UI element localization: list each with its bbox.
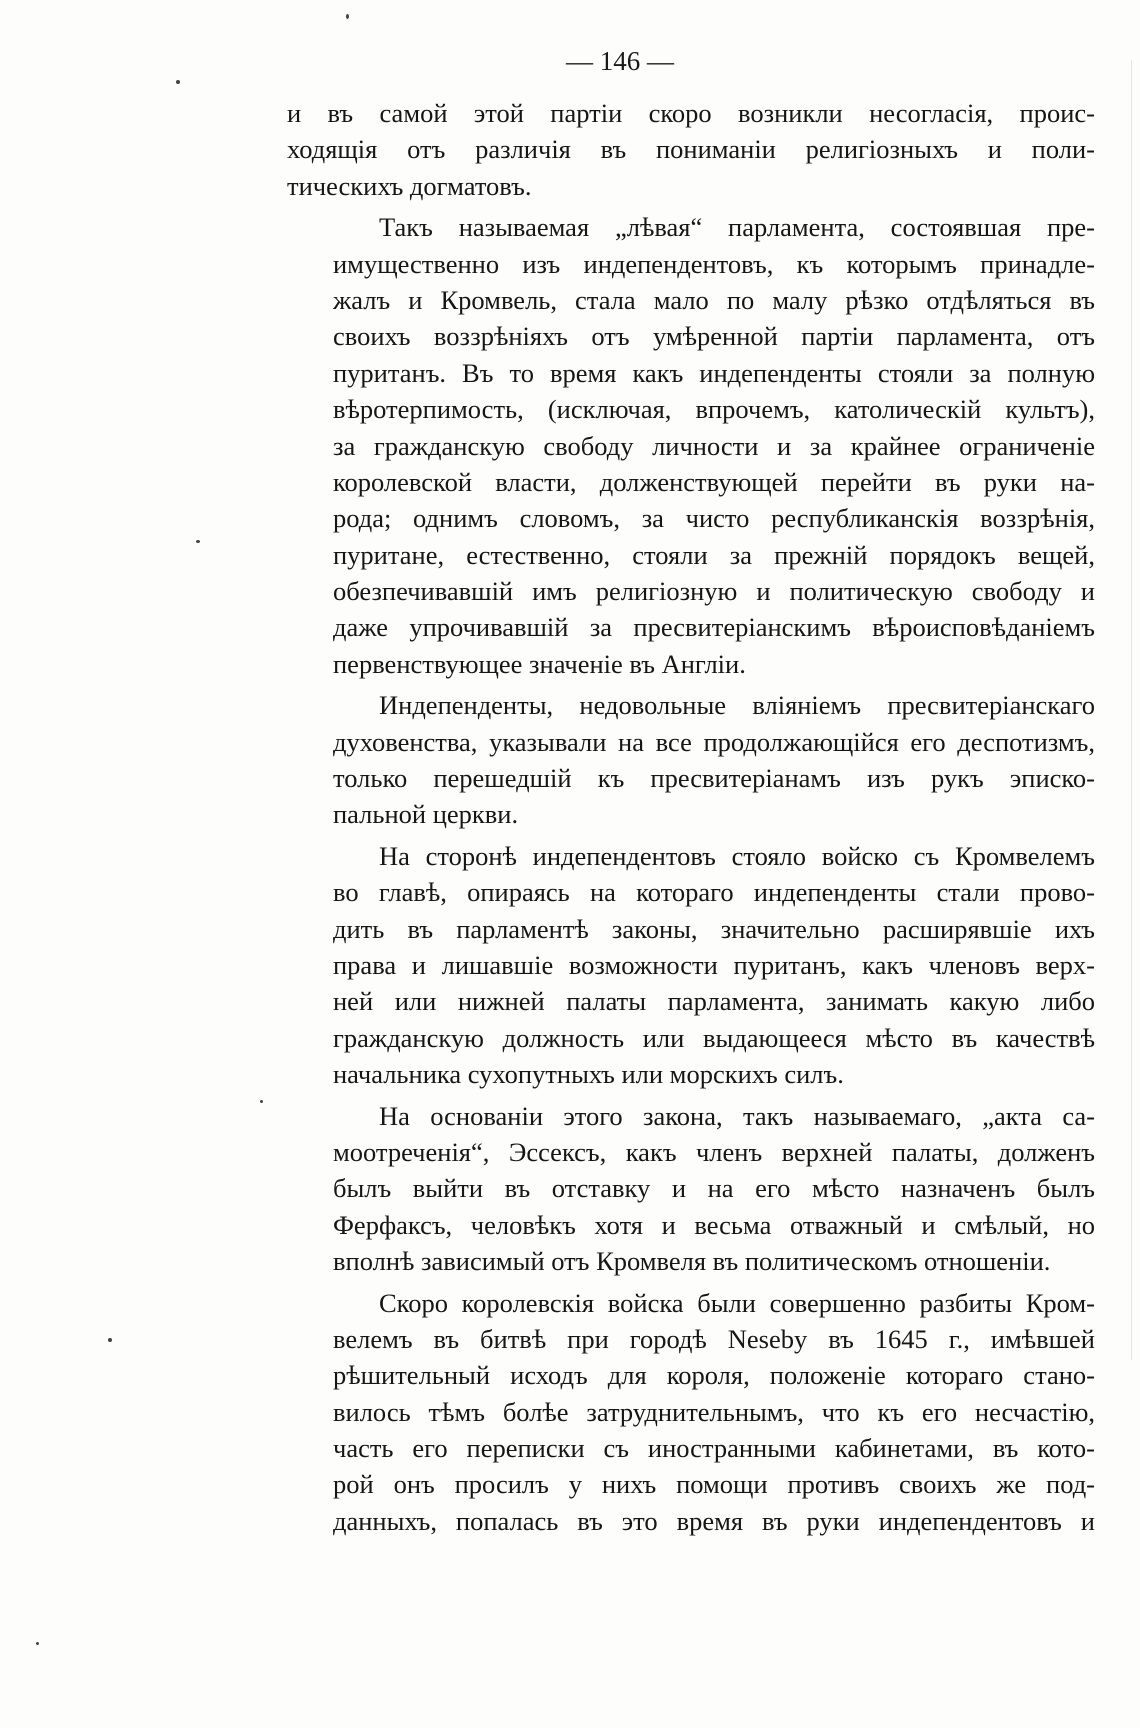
scan-speck — [176, 80, 180, 84]
scan-speck — [108, 1338, 112, 1342]
text-line: вилось тѣмъ болѣе затруднительнымъ, что къ его несчастію, — [333, 1396, 1095, 1427]
text-line: данныхъ, попалась въ это время въ руки индепендентовъ и — [333, 1505, 1095, 1536]
text-line: рѣшительный исходъ для короля, положеніе котораго стано- — [333, 1360, 1095, 1391]
text-line: жалъ и Кромвель, стала мало по малу рѣзко отдѣляться въ — [333, 284, 1095, 315]
text-line: вѣротерпимость, (исключая, впрочемъ, католическій культъ), — [333, 394, 1095, 425]
text-line: пуританъ. Въ то время какъ индепенденты стояли за полную — [333, 357, 1095, 388]
text-line: пальной церкви. — [333, 799, 519, 830]
text-line: своихъ воззрѣніяхъ отъ умѣренной партіи парламента, отъ — [333, 321, 1095, 352]
text-line: моотреченія“, Эссексъ, какъ членъ верхней палаты, долженъ — [333, 1136, 1095, 1167]
text-line: за гражданскую свободу личности и за крайнее ограниченіе — [333, 430, 1095, 461]
text-line: Ферфаксъ, человѣкъ хотя и весьма отважный и смѣлый, но — [333, 1209, 1095, 1240]
text-line: имущественно изъ индепендентовъ, къ которымъ принадле- — [333, 248, 1095, 279]
scan-speck — [346, 14, 349, 19]
text-line: обезпечивавшій имъ религіозную и политическую свободу и — [333, 576, 1095, 607]
text-line: Скоро королевскія войска были совершенно разбиты Кром- — [379, 1287, 1095, 1318]
text-line: даже упрочивавшій за пресвитеріанскимъ вѣроисповѣданіемъ — [333, 612, 1095, 643]
text-line: духовенства, указывали на все продолжающійся его деспотизмъ, — [333, 726, 1095, 757]
text-line: На основаніи этого закона, такъ называемаго, „акта са- — [379, 1100, 1095, 1131]
text-line: рой онъ просилъ у нихъ помощи противъ своихъ же под- — [333, 1469, 1095, 1500]
scan-speck — [196, 540, 200, 543]
text-line: часть его переписки съ иностранными кабинетами, въ кото- — [333, 1433, 1095, 1464]
text-line: гражданскую должность или выдающееся мѣсто въ качествѣ — [333, 1022, 1095, 1053]
text-line: королевской власти, долженствующей перейти въ руки на- — [333, 466, 1095, 497]
scan-speck — [260, 1100, 263, 1103]
scan-speck — [36, 1642, 39, 1645]
text-line: только перешедшій къ пресвитеріанамъ изъ рукъ эписко- — [333, 763, 1095, 794]
page-edge-shadow — [1131, 60, 1132, 1360]
text-line: рода; однимъ словомъ, за чисто республиканскія воззрѣнія, — [333, 503, 1095, 534]
paragraph — [287, 687, 1095, 833]
page-number: — 146 — — [566, 46, 674, 76]
text-line: тическихъ догматовъ. — [287, 170, 532, 201]
paragraph — [287, 1098, 1095, 1280]
body-text — [287, 95, 1095, 1544]
text-line: первенствующее значеніе въ Англіи. — [333, 648, 746, 679]
text-line: и въ самой этой партіи скоро возникли несогласія, проис- — [287, 98, 1095, 128]
text-line: пуритане, естественно, стояли за прежній порядокъ вещей, — [333, 539, 1095, 570]
text-line: велемъ въ битвѣ при городѣ Neseby въ 1645 г., имѣвшей — [333, 1323, 1095, 1354]
paragraph — [287, 95, 1095, 204]
text-line: дить въ парламентѣ законы, значительно расширявшіе ихъ — [333, 913, 1095, 944]
paragraph — [287, 209, 1095, 682]
text-line: во главѣ, опираясь на котораго индепенденты стали прово- — [333, 877, 1095, 908]
paragraph — [287, 838, 1095, 1093]
text-line: Индепенденты, недовольные вліяніемъ пресвитеріанскаго — [379, 690, 1095, 721]
text-line: начальника сухопутныхъ или морскихъ силъ. — [333, 1059, 844, 1090]
text-line: ходящія отъ различія въ пониманіи религіозныхъ и поли- — [287, 134, 1095, 165]
text-line: Такъ называемая „лѣвая“ парламента, состоявшая пре- — [379, 212, 1095, 243]
text-line: вполнѣ зависимый отъ Кромвеля въ политическомъ отношеніи. — [333, 1246, 1051, 1277]
text-line: ней или нижней палаты парламента, занимать какую либо — [333, 986, 1095, 1017]
text-line: На сторонѣ индепендентовъ стояло войско съ Кромвелемъ — [379, 840, 1095, 871]
text-line: права и лишавшіе возможности пуританъ, какъ членовъ верх- — [333, 949, 1095, 980]
paragraph — [287, 1285, 1095, 1540]
text-line: былъ выйти въ отставку и на его мѣсто назначенъ былъ — [333, 1173, 1095, 1204]
